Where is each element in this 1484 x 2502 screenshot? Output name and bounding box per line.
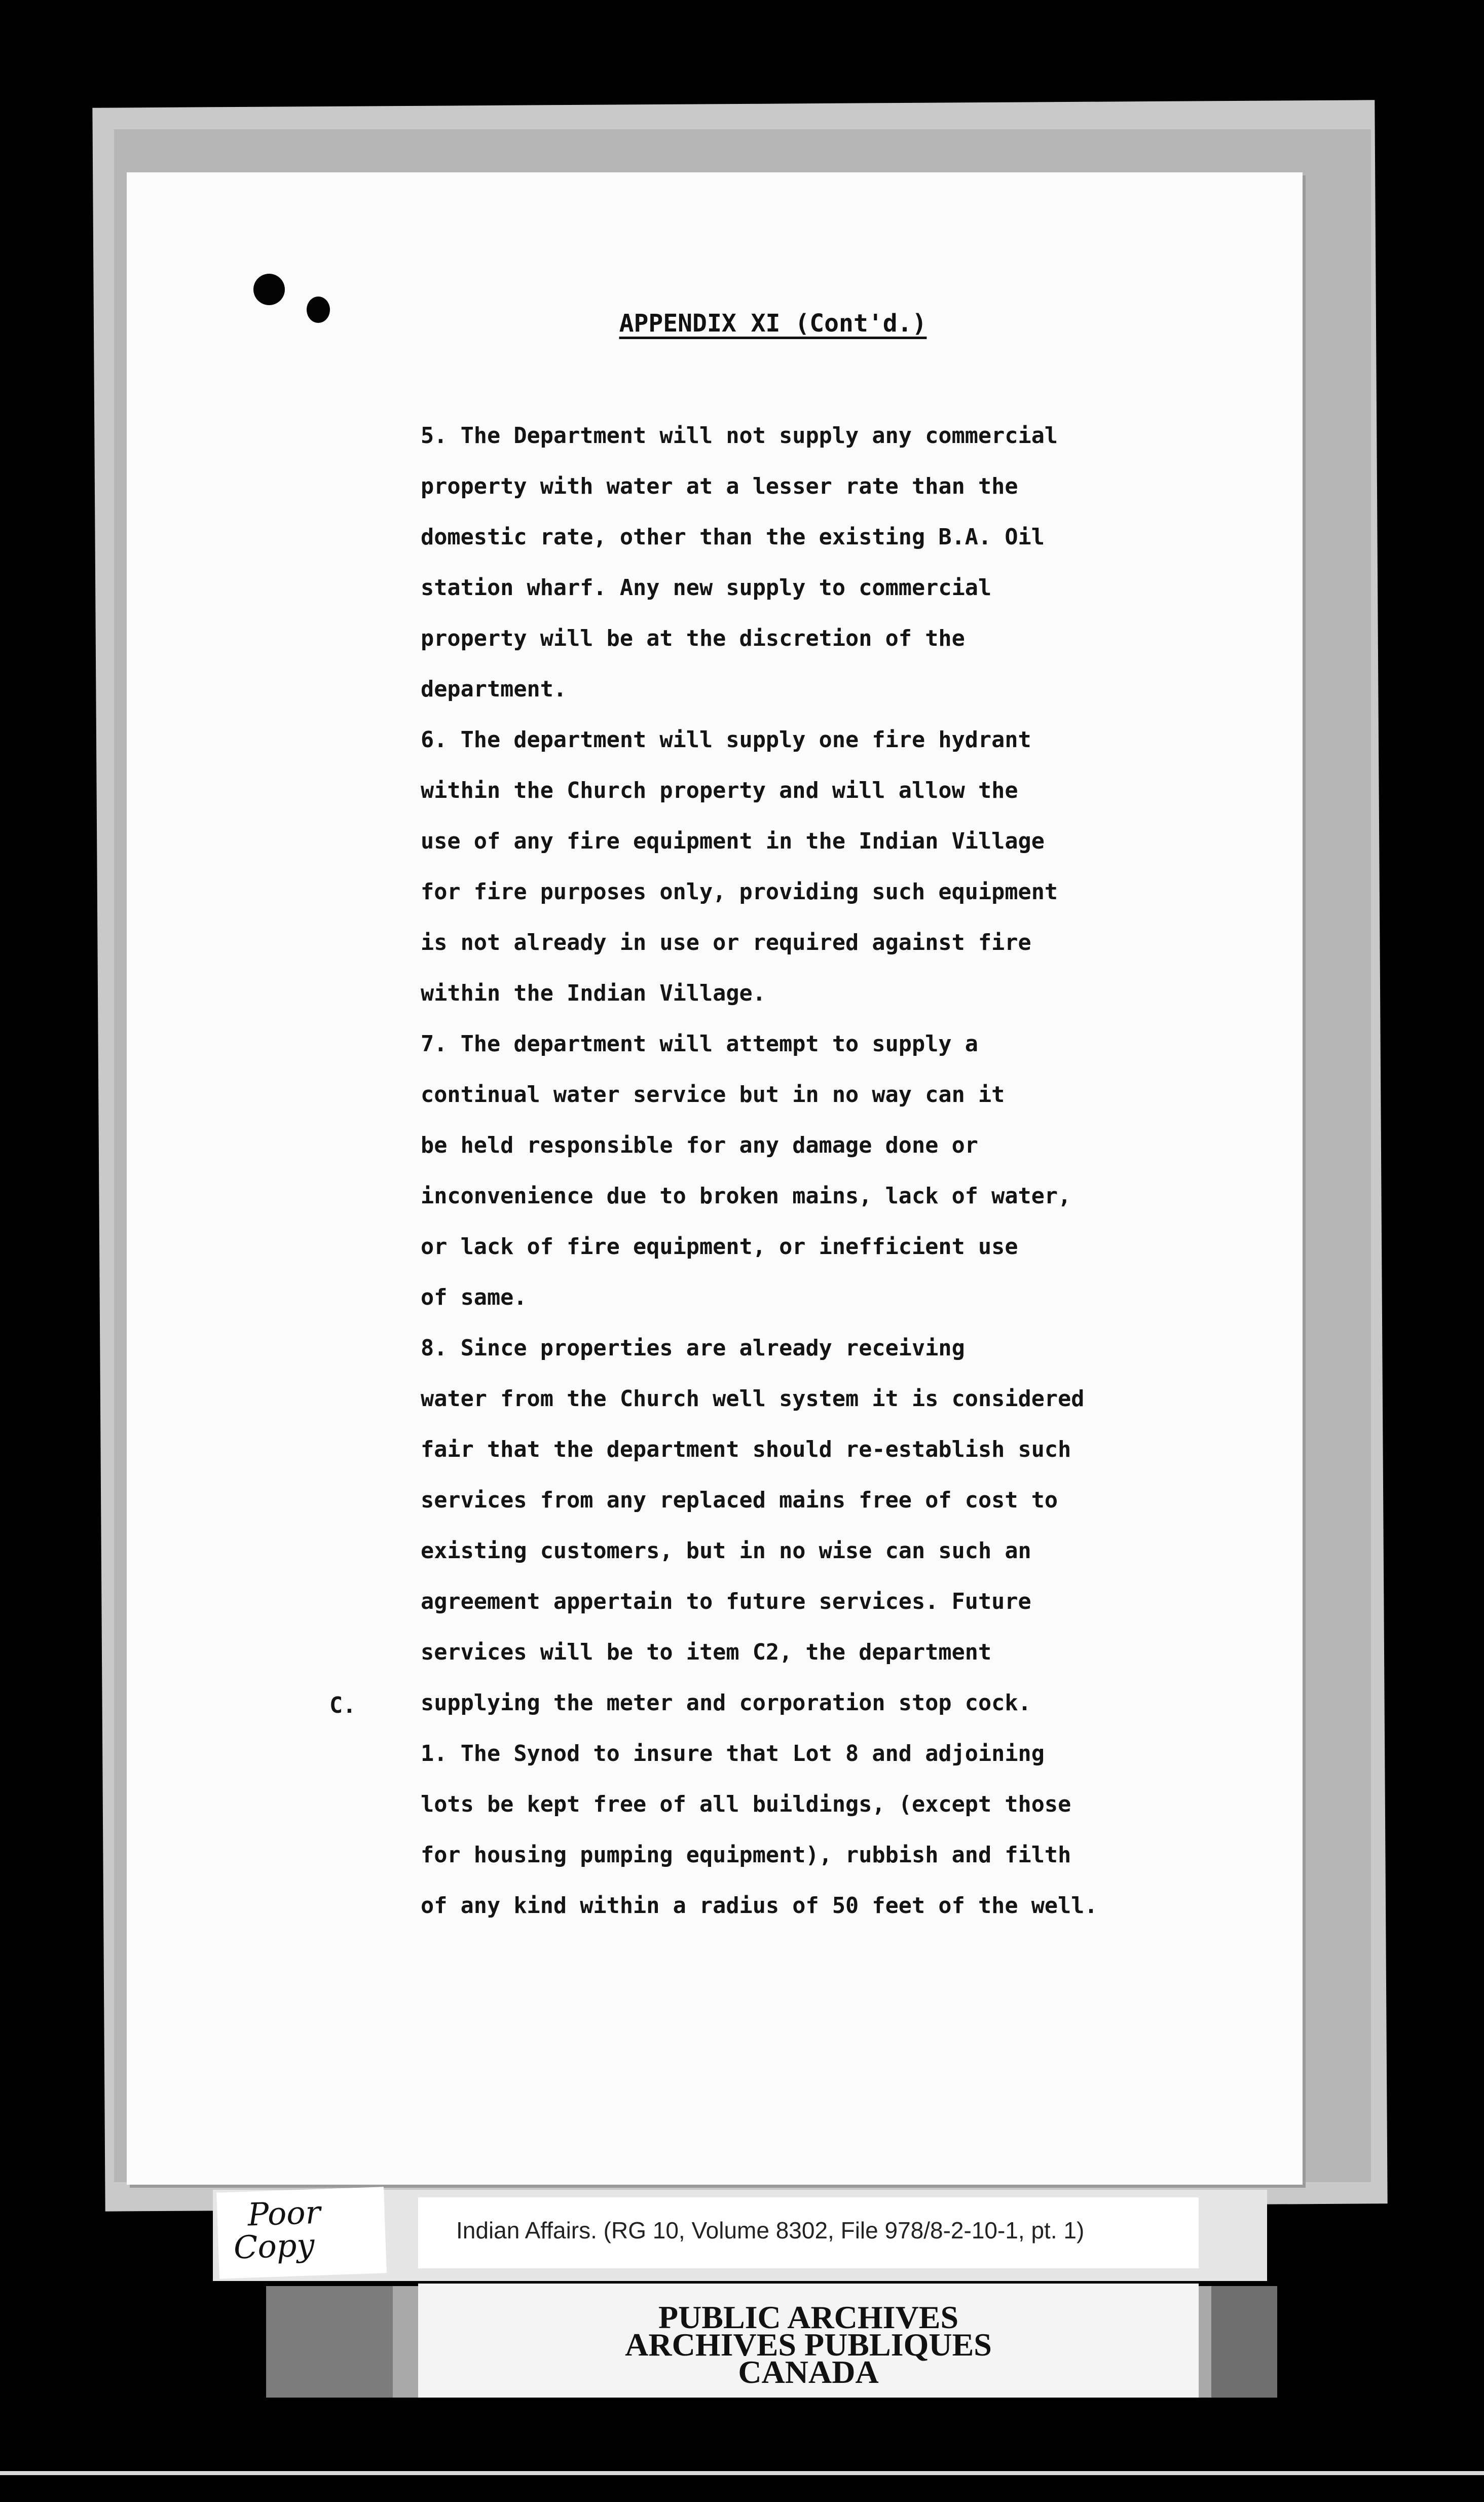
text-line: existing customers, but in no wise can such an (421, 1538, 1031, 1564)
text-line: station wharf. Any new supply to commercial (421, 575, 992, 601)
text-line: 8. Since properties are already receiving (421, 1336, 965, 1361)
text-line: lots be kept free of all buildings, (except those (421, 1792, 1071, 1817)
text-line: 7. The department will attempt to supply a (421, 1032, 978, 1057)
stamp-shade (266, 2286, 393, 2398)
text-line: services will be to item C2, the department (421, 1640, 992, 1665)
text-line: water from the Church well system it is considered (421, 1386, 1085, 1412)
text-line: supplying the meter and corporation stop cock. (421, 1690, 1031, 1716)
text-line: domestic rate, other than the existing B.A. Oil (421, 525, 1045, 550)
text-line: services from any replaced mains free of cost to (421, 1488, 1058, 1513)
text-line: for fire purposes only, providing such equipment (421, 879, 1058, 905)
page-title-text: APPENDIX XI (Cont'd.) (619, 309, 927, 338)
text-line: or lack of fire equipment, or inefficient use (421, 1234, 1018, 1260)
handwritten-note (216, 2187, 387, 2278)
text-line: property will be at the discretion of the (421, 626, 965, 651)
text-line: use of any fire equipment in the Indian Village (421, 829, 1045, 854)
section-label-c: C. (329, 1693, 356, 1718)
handwritten-line: Poor (247, 2193, 321, 2233)
text-line: for housing pumping equipment), rubbish and filth (421, 1843, 1071, 1868)
punch-hole (253, 274, 285, 305)
document-page (127, 172, 1303, 2185)
stamp-shade (1211, 2286, 1277, 2398)
handwritten-line: Copy (233, 2226, 315, 2266)
text-line: within the Indian Village. (421, 981, 766, 1006)
stamp-line: CANADA (738, 2354, 879, 2390)
text-line: continual water service but in no way can it (421, 1082, 1005, 1108)
text-line: agreement appertain to future services. Future (421, 1589, 1031, 1614)
text-line: 6. The department will supply one fire hydrant (421, 727, 1031, 753)
text-line: department. (421, 677, 567, 702)
text-line: of same. (421, 1285, 527, 1310)
text-line: 1. The Synod to insure that Lot 8 and adjoining (421, 1741, 1045, 1767)
film-edge (0, 2471, 1484, 2475)
text-line: is not already in use or required against fire (421, 930, 1031, 955)
stamp-line: PUBLIC ARCHIVES (658, 2299, 959, 2335)
text-line: 5. The Department will not supply any commercial (421, 423, 1058, 449)
archival-citation: Indian Affairs. (RG 10, Volume 8302, File 978/8-2-10-1, pt. 1) (418, 2197, 1199, 2268)
text-line: property with water at a lesser rate than the (421, 474, 1018, 499)
stamp-line: ARCHIVES PUBLIQUES (625, 2327, 992, 2363)
text-line: of any kind within a radius of 50 feet of the well. (421, 1893, 1098, 1919)
page-title (127, 309, 1303, 338)
text-line: inconvenience due to broken mains, lack of water, (421, 1184, 1071, 1209)
archive-stamp (418, 2284, 1199, 2398)
text-line: within the Church property and will allow the (421, 778, 1018, 803)
document-body (421, 411, 1282, 1931)
text-line: be held responsible for any damage done or (421, 1133, 978, 1158)
text-line: fair that the department should re-establish such (421, 1437, 1071, 1462)
